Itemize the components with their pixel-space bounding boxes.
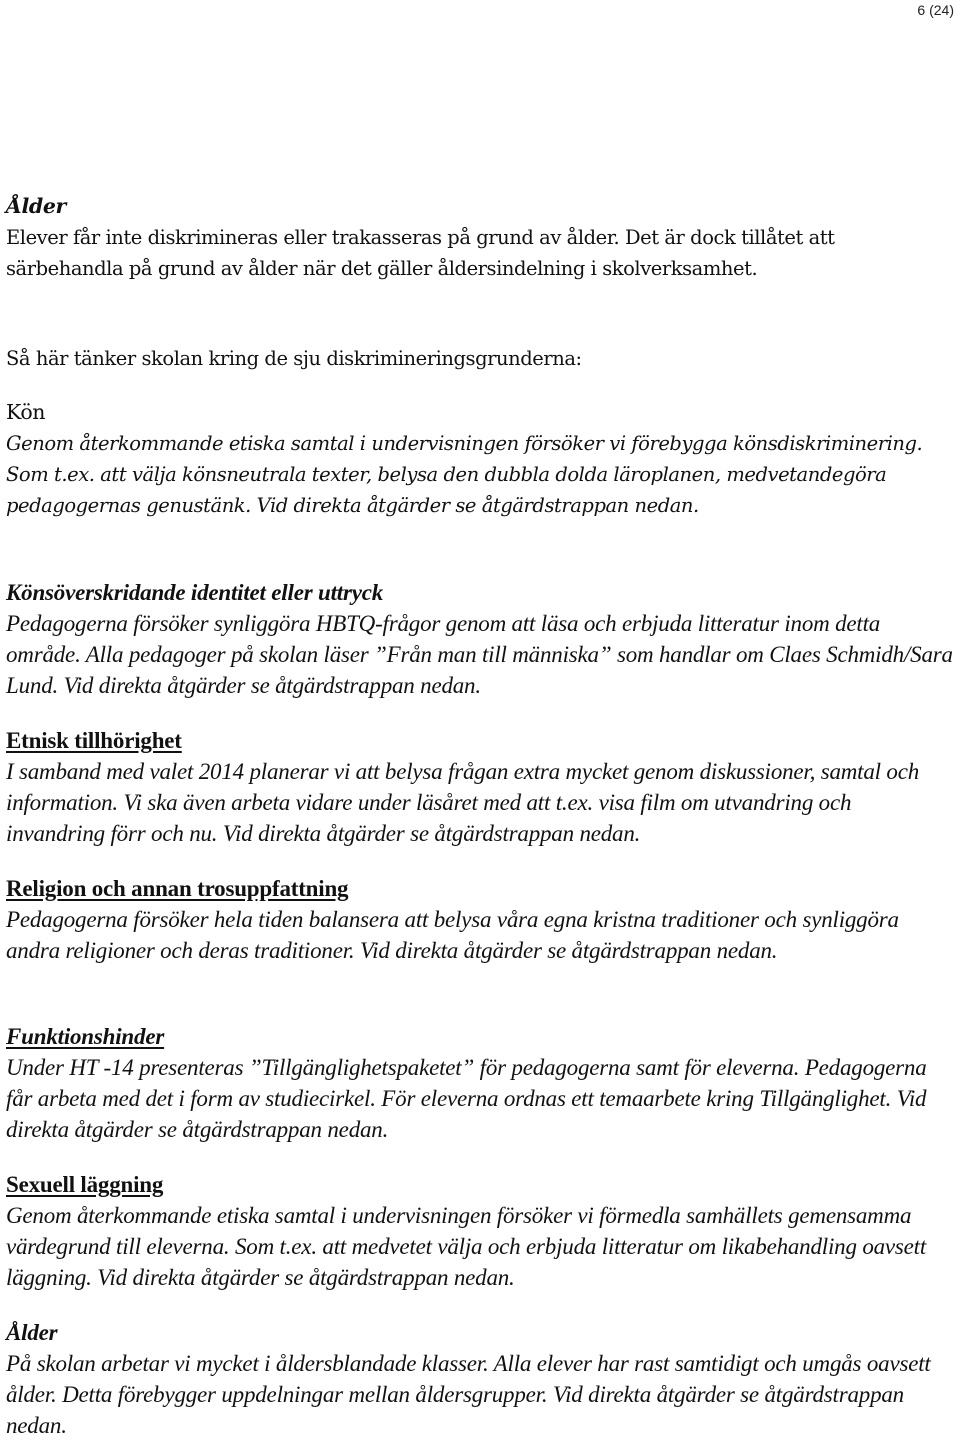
section-funktionshinder xyxy=(6,1021,954,1145)
section-text: I samband med valet 2014 planerar vi att belysa frågan extra mycket genom diskussioner, samtal och information. Vi ska även arbeta vidare under läsåret med att t.ex. visa film om utvandring och invandring förr och nu. Vid direkta åtgärder se åtgärdstrappan nedan. xyxy=(6,759,920,846)
section-alder xyxy=(6,1317,954,1441)
section-text: Elever får inte diskrimineras eller trakasseras på grund av ålder. Det är dock tillåtet att särbehandla på grund av ålder när det gäller åldersindelning i skolverksamhet. xyxy=(6,226,835,280)
section-religion xyxy=(6,873,954,966)
section-text: Pedagogerna försöker synliggöra HBTQ-frågor genom att läsa och erbjuda litteratur inom detta område. Alla pedagoger på skolan läser ”Från man till människa” som handlar om Claes Schmidh/Sara Lund. Vid direkta åtgärder se åtgärdstrappan nedan. xyxy=(6,611,953,698)
intro-section xyxy=(6,191,954,284)
lead-text: Så här tänker skolan kring de sju diskrimineringsgrunderna: xyxy=(6,347,582,370)
section-heading: Funktionshinder xyxy=(6,1024,165,1049)
section-heading: Kön xyxy=(6,400,46,424)
section-heading: Sexuell läggning xyxy=(6,1172,164,1197)
page-number: 6 (24) xyxy=(917,2,954,18)
section-heading: Etnisk tillhörighet xyxy=(6,728,182,753)
section-text: Genom återkommande etiska samtal i undervisningen försöker vi förebygga könsdiskriminering. Som t.ex. att välja könsneutrala texter, belysa den dubbla dolda läroplanen, medvetandegöra pedagogernas genustänk. Vid direkta åtgärder se åtgärdstrappan nedan. xyxy=(6,432,923,517)
section-heading: Ålder xyxy=(6,1320,58,1345)
section-etnisk xyxy=(6,725,954,849)
section-heading: Religion och annan trosuppfattning xyxy=(6,876,349,901)
section-text: Under HT -14 presenteras ”Tillgänglighetspaketet” för pedagogerna samt för eleverna. Pedagogerna får arbeta med det i form av studiecirkel. För eleverna ordnas ett temaarbete kring Tillgänglighet. Vid direkta åtgärder se åtgärdstrappan nedan. xyxy=(6,1055,927,1142)
section-kon xyxy=(6,397,954,521)
section-heading: Ålder xyxy=(6,194,66,218)
section-text: Pedagogerna försöker hela tiden balansera att belysa våra egna kristna traditioner och synliggöra andra religioner och deras traditioner. Vid direkta åtgärder se åtgärdstrappan nedan. xyxy=(6,907,899,963)
section-heading: Könsöverskridande identitet eller uttryck xyxy=(6,580,384,605)
section-text: På skolan arbetar vi mycket i åldersblandade klasser. Alla elever har rast samtidigt och umgås oavsett ålder. Detta förebygger uppdelningar mellan åldersgrupper. Vid direkta åtgärder se åtgärdstrappan nedan. xyxy=(6,1351,931,1438)
section-konsoverskridande xyxy=(6,577,954,701)
section-text: Genom återkommande etiska samtal i undervisningen försöker vi förmedla samhällets gemensamma värdegrund till eleverna. Som t.ex. att medvetet välja och erbjuda litteratur om likabehandling oavsett läggning. Vid direkta åtgärder se åtgärdstrappan nedan. xyxy=(6,1203,927,1290)
section-sexuell xyxy=(6,1169,954,1293)
